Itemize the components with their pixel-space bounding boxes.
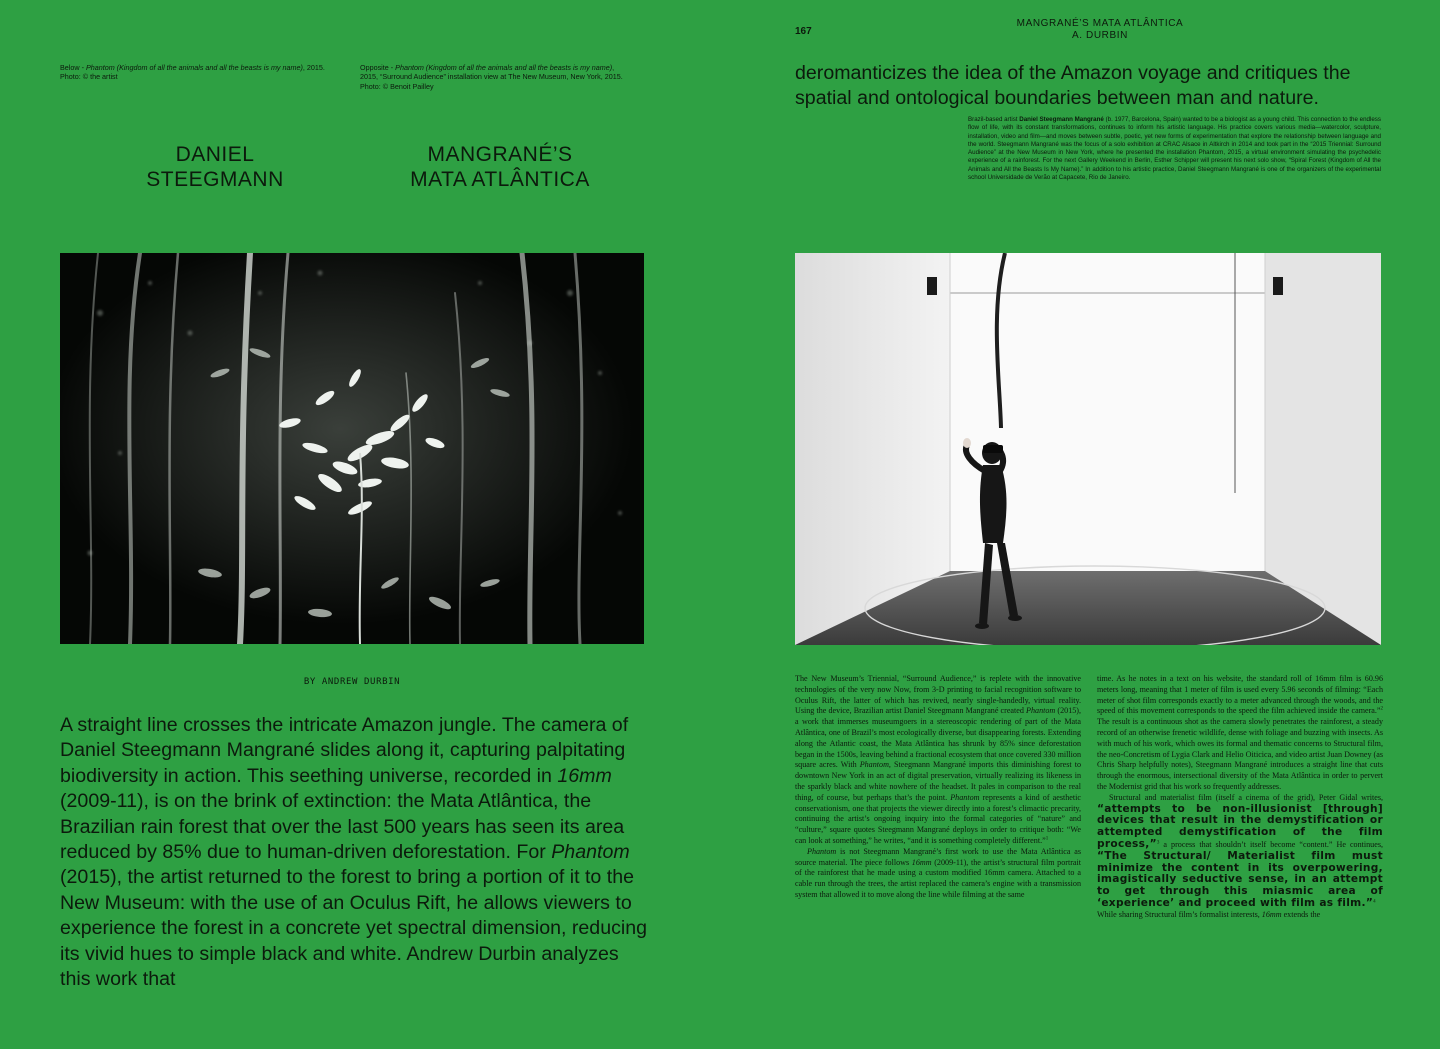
body-paragraph	[795, 847, 1081, 901]
artist-title-line2: STEEGMANN	[146, 168, 284, 191]
running-head-author: A. DURBIN	[1072, 30, 1128, 41]
italic-run: Phantom	[859, 760, 889, 770]
running-head-title: MANGRANÉ’S MATA ATLÂNTICA	[1016, 18, 1184, 29]
work-title-line1: MANGRANÉ’S	[427, 143, 573, 166]
bio-name: Daniel Steegmann Mangrané	[1019, 116, 1104, 123]
artist-bio	[968, 116, 1381, 182]
caption-opposite	[360, 63, 630, 91]
bio-pre: Brazil-based artist	[968, 116, 1020, 123]
body-column-2	[1097, 674, 1383, 921]
italic-run: Phantom	[1026, 706, 1056, 716]
text-run: Structural and materialist film (itself a cinema of the grid), Peter Gidal writes,	[1109, 792, 1383, 802]
footnote-ref[interactable]: 1	[1045, 836, 1049, 842]
installation-illustration	[795, 253, 1381, 645]
body-paragraph	[1097, 910, 1383, 921]
forest-photo	[60, 253, 644, 644]
footnote-ref[interactable]: 3	[1156, 840, 1160, 846]
text-run: extends the	[1281, 909, 1321, 919]
work-title-line2: MATA ATLÂNTICA	[410, 168, 590, 191]
body-paragraph	[1097, 674, 1383, 793]
lead-text-1: A straight line crosses the intricate Amazon jungle. The camera of Daniel Steegmann Mangrané slides along it, capturing palpitating biodiversity in action. This seething universe, recorded in	[60, 714, 629, 787]
lead-text-3: (2015), the artist returned to the forest to bring a portion of it to the New Museum: with the use of an Oculus Rift, he allows viewers to experience the forest in a concrete yet spectral dimension, reducing its vivid hues to simple black and white. Andrew Durbin analyzes this work that	[60, 866, 648, 991]
byline: BY ANDREW DURBIN	[303, 677, 401, 687]
footnote-ref[interactable]: 2	[1380, 706, 1383, 712]
forest-illustration	[60, 253, 644, 644]
caption-below	[60, 63, 330, 82]
lead-paragraph	[60, 713, 648, 992]
gallery-photo	[795, 253, 1381, 645]
body-paragraph	[795, 674, 1081, 847]
caption-opposite-prefix: Opposite -	[360, 63, 396, 72]
text-run: The New Museum’s Triennial, “Surround Audience,” is replete with the innovative technologies of the very now Now, from 3-D printing to facial recognition software to Oculus Rift, the latter of which has revived, nearly single-handedly, virtual reality. Using the device, Brazilian artist Daniel Steegmann Mangrané created	[795, 674, 1081, 716]
lead-text-2: (2009-11), is on the brink of extinction: the Mata Atlântica, the Brazilian rain forest that over the last 500 years has seen its area reduced by 85% due to human-driven deforestation. For	[60, 790, 625, 864]
pull-quote: “The Structural/ Materialist film must minimize the content in its overpowering, imagistically seductive sense, in an attempt to get through this miasmic area of ‘experience’ and proceed with film as film.”	[1097, 849, 1383, 909]
artist-title	[85, 142, 345, 192]
footnote-ref[interactable]: 4	[1373, 899, 1376, 905]
text-run: The result is a continuous shot as the camera slowly penetrates the rainforest, a steady record of an otherwise frenetic wildlife, dense with foliage and buzzing with insects. As with much of his work, which owes its formal and thematic concerns to Structural film, the neo-Concretism of Lygia Clark and Helio Oiticica, and video artist Juan Downey (as Chris Sharp helpfully notes), Steegmann Mangrané introduces a straight line that cuts through the enormous, intersectional diversity of the Mata Atlântica in order to pervert the Modernist grid that his work so frequently addresses.	[1097, 717, 1383, 791]
caption-below-prefix: Below -	[60, 63, 86, 72]
text-run: time. As he notes in a text on his website, the standard roll of 16mm film is 60.96 meters long, meaning that 1 meter of film is used every 5.96 seconds of filming: “Each meter of shot film corresponds exactly to a meter advanced through the woods, and the speed of this movement corresponds to the speed the film achieved inside the camera.”	[1097, 674, 1383, 716]
italic-run: Phantom	[950, 792, 980, 802]
text-run: represents a kind of aesthetic conservationism, one that projects the viewer directly into a forest’s climactic precarity, continuing the artist’s ongoing inquiry into the formal categories of “nature” and “culture,” square quotes Steegmann Mangrané deploys in order to critique both: “We can look at something,” he writes, “and it is something completely different.”	[795, 792, 1081, 845]
body-column-1	[795, 674, 1081, 901]
text-run: a process that shouldn’t itself become “content.” He continues,	[1159, 839, 1383, 849]
running-head	[950, 18, 1250, 42]
lead-italic-16mm: 16mm	[557, 764, 612, 787]
italic-run: 16mm	[1261, 909, 1282, 919]
text-run: (2015), a work that immerses museumgoers in a stereoscopic rendering of part of the Mata Atlântica, one of Brazil’s most ecologically diverse, but disappearing forests. Extending along the Atlantic coast, the Mata Atlântica has shrunk by 85% since deforestation began in the 1500s, leaving behind a fractional ecosystem that once covered 330 million square acres. With	[795, 706, 1082, 770]
artist-title-line1: DANIEL	[175, 143, 255, 166]
right-page	[720, 0, 1440, 1049]
italic-run: Phantom	[807, 846, 837, 856]
caption-below-title: Phantom (Kingdom of all the animals and all the beasts is my name)	[85, 63, 303, 72]
text-run: While sharing Structural film’s formalist interests,	[1097, 909, 1262, 919]
caption-opposite-suffix: , 2015, “Surround Audience” installation view at The New Museum, New York, 2015. Photo: © Benoit Pailley	[360, 63, 623, 91]
text-run: (2009-11), the artist’s structural film portrait of the rainforest that he made using a custom modified 16mm camera. Attached to a cable run through the trees, the artist replaced the camera’s engine with a transmission system that allowed it to move along the line while filming at the same	[795, 857, 1081, 899]
pull-quote: “attempts to be non-illusionist [through] devices that result in the demystification or attempted demystification of the film process,”	[1097, 802, 1383, 850]
caption-below-suffix: , 2015. Photo: © the artist	[60, 63, 325, 82]
italic-run: 16mm	[911, 857, 932, 867]
body-paragraph	[1097, 793, 1383, 910]
work-title	[370, 142, 630, 192]
bio-rest: (b. 1977, Barcelona, Spain) wanted to be a biologist as a young child. This connection to the endless flow of life, with its constant transformations, continues to inform his artistic language. His practice covers various media—watercolor, sculpture, installation, video and film—and moves between subtle, poetic, yet new forms of experimentation that explore the relationship between language and the world. Steegmann Mangrané was the focus of a solo exhibition at CRAC Alsace in Altkirch in 2014 and took part in the “2015 Triennial: Surround Audience” at the New Museum in New York, where he presented the installation Phantom, 2015, a virtual environment simulating the psychedelic experience of a rainforest. For the next Gallery Weekend in Berlin, Esther Schipper will present his next solo show, “Spiral Forest (Kingdom of All the Animals and All the Beasts Is My Name).” In addition to his artistic practice, Daniel Steegmann Mangrané is one of the organizers of the experimental school Universidade de Verão at Capacete, Rio de Janeiro.	[968, 116, 1381, 182]
lead-italic-phantom: Phantom	[551, 841, 630, 864]
lead-continued: deromanticizes the idea of the Amazon voyage and critiques the spatial and ontological boundaries between man and nature.	[795, 62, 1351, 110]
text-run: is not Steegmann Mangrané’s first work to use the Mata Atlântica as source material. The piece follows	[795, 846, 1081, 867]
page-number: 167	[795, 26, 812, 37]
caption-opposite-title: Phantom (Kingdom of all the animals and all the beasts is my name)	[395, 63, 613, 72]
text-run: , Steegmann Mangrané imports this diminishing forest to downtown New York in an act of digital preservation, virtually realizing its likeness in the sparkly black and white nowhere of the headset. It pales in comparison to the real thing, of course, but perhaps that’s the point.	[795, 760, 1081, 802]
